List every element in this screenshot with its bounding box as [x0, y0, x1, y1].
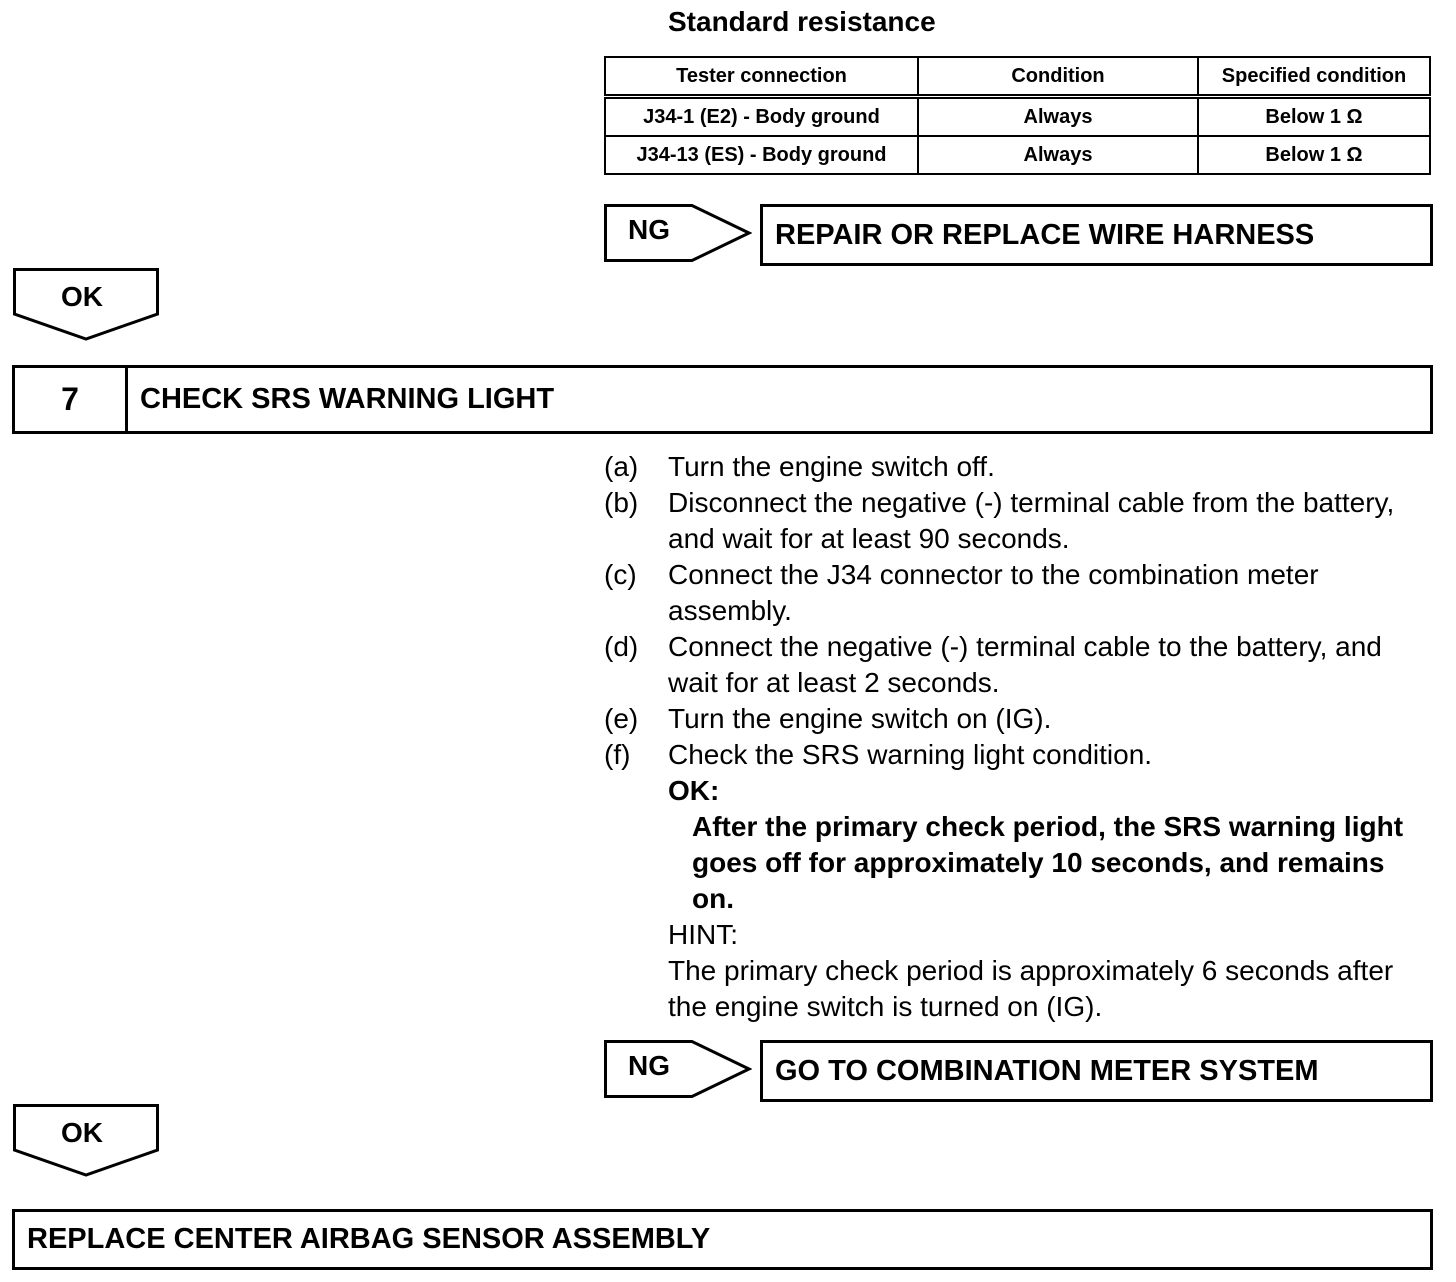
- table-row: [605, 97, 1430, 137]
- ng-label: NG: [628, 1050, 670, 1081]
- ng-result-box: REPAIR OR REPLACE WIRE HARNESS: [760, 204, 1433, 266]
- ng-label: NG: [628, 214, 670, 245]
- table-row: [605, 136, 1430, 174]
- step-number: 7: [15, 368, 128, 431]
- list-item: [604, 701, 1404, 737]
- item-letter: (b): [604, 487, 639, 518]
- item-text: Check the SRS warning light condition.: [668, 739, 1153, 770]
- item-text: Disconnect the negative (-) terminal cable from the battery, and wait for at least 90 seconds.: [668, 487, 1395, 554]
- ok-label: OK: [61, 1117, 103, 1148]
- ok-spec-text: After the primary check period, the SRS warning light goes off for approximately 10 seconds, and remains on.: [692, 811, 1404, 914]
- item-text: Turn the engine switch off.: [668, 451, 995, 482]
- cell-specified-condition: Below 1 Ω: [1198, 97, 1430, 137]
- list-item: [604, 485, 1404, 557]
- cell-condition: Always: [918, 97, 1198, 137]
- step-header: [12, 365, 1433, 434]
- step-title: CHECK SRS WARNING LIGHT: [140, 383, 555, 415]
- procedure-list: [604, 449, 1404, 1025]
- standard-resistance-title: Standard resistance: [668, 6, 936, 37]
- final-action-box: REPLACE CENTER AIRBAG SENSOR ASSEMBLY: [12, 1209, 1433, 1270]
- item-letter: (d): [604, 631, 639, 662]
- ng-arrow-icon: [604, 204, 752, 262]
- item-text: Connect the J34 connector to the combination meter assembly.: [668, 559, 1319, 626]
- item-letter: (a): [604, 451, 639, 482]
- ok-label: OK: [61, 281, 103, 312]
- item-text: Connect the negative (-) terminal cable to the battery, and wait for at least 2 seconds.: [668, 631, 1382, 698]
- cell-tester-connection: J34-1 (E2) - Body ground: [605, 97, 918, 137]
- list-item: [604, 629, 1404, 701]
- list-item: [604, 737, 1404, 773]
- resistance-table: [604, 56, 1431, 175]
- header-tester-connection: Tester connection: [605, 57, 918, 97]
- item-letter: (c): [604, 559, 637, 590]
- table-header-row: [605, 57, 1430, 97]
- item-letter: (f): [604, 739, 631, 770]
- ng-arrow-icon: [604, 1040, 752, 1098]
- item-text: Turn the engine switch on (IG).: [668, 703, 1052, 734]
- hint-text: The primary check period is approximately 6 seconds after the engine switch is turned on (IG).: [668, 955, 1394, 1022]
- item-letter: (e): [604, 703, 639, 734]
- header-specified-condition: Specified condition: [1198, 57, 1430, 97]
- ng-result-box: GO TO COMBINATION METER SYSTEM: [760, 1040, 1433, 1102]
- cell-tester-connection: J34-13 (ES) - Body ground: [605, 136, 918, 174]
- hint-heading: HINT:: [668, 919, 738, 950]
- list-item: [604, 557, 1404, 629]
- header-condition: Condition: [918, 57, 1198, 97]
- list-item: [604, 449, 1404, 485]
- ok-spec-heading: OK:: [668, 775, 720, 806]
- cell-condition: Always: [918, 136, 1198, 174]
- cell-specified-condition: Below 1 Ω: [1198, 136, 1430, 174]
